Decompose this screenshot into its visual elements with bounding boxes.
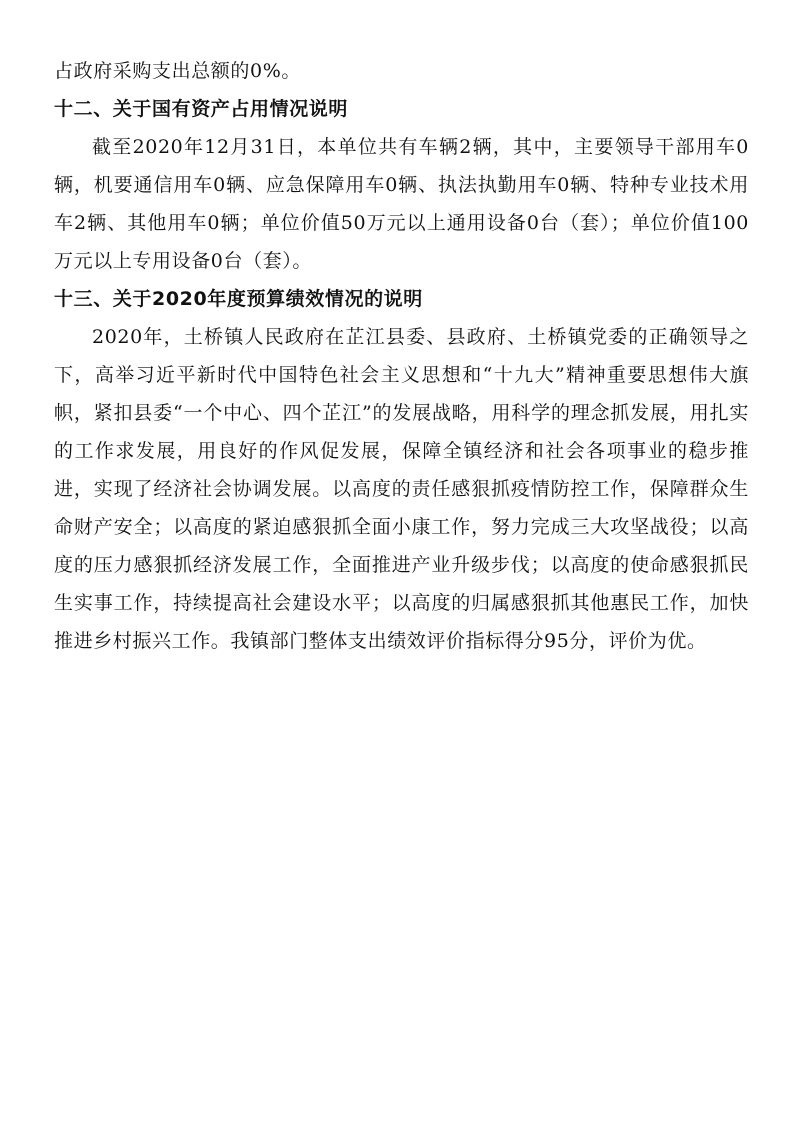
section-12-paragraph: 截至2020年12月31日，本单位共有车辆2辆，其中，主要领导干部用车0辆，机要通信用车0辆、应急保障用车0辆、执法执勤用车0辆、特种专业技术用车2辆、其他用车0辆；单位价值50万元以上通用设备0台（套）；单位价值100万元以上专用设备0台（套）。 xyxy=(54,136,749,272)
section-13-heading: 十三、关于2020年度预算绩效情况的说明 xyxy=(54,288,423,310)
document-body xyxy=(54,52,749,660)
section-12-heading: 十二、关于国有资产占用情况说明 xyxy=(54,98,349,120)
continuation-paragraph: 占政府采购支出总额的0%。 xyxy=(54,60,301,82)
section-13-paragraph: 2020年，土桥镇人民政府在芷江县委、县政府、土桥镇党委的正确领导之下，高举习近平新时代中国特色社会主义思想和“十九大”精神重要思想伟大旗帜，紧扣县委“一个中心、四个芷江”的发展战略，用科学的理念抓发展，用扎实的工作求发展，用良好的作风促发展，保障全镇经济和社会各项事业的稳步推进，实现了经济社会协调发展。以高度的责任感狠抓疫情防控工作，保障群众生命财产安全；以高度的紧迫感狠抓全面小康工作，努力完成三大攻坚战役；以高度的压力感狠抓经济发展工作，全面推进产业升级步伐；以高度的使命感狠抓民生实事工作，持续提高社会建设水平；以高度的归属感狠抓其他惠民工作，加快推进乡村振兴工作。我镇部门整体支出绩效评价指标得分95分，评价为优。 xyxy=(54,326,749,652)
